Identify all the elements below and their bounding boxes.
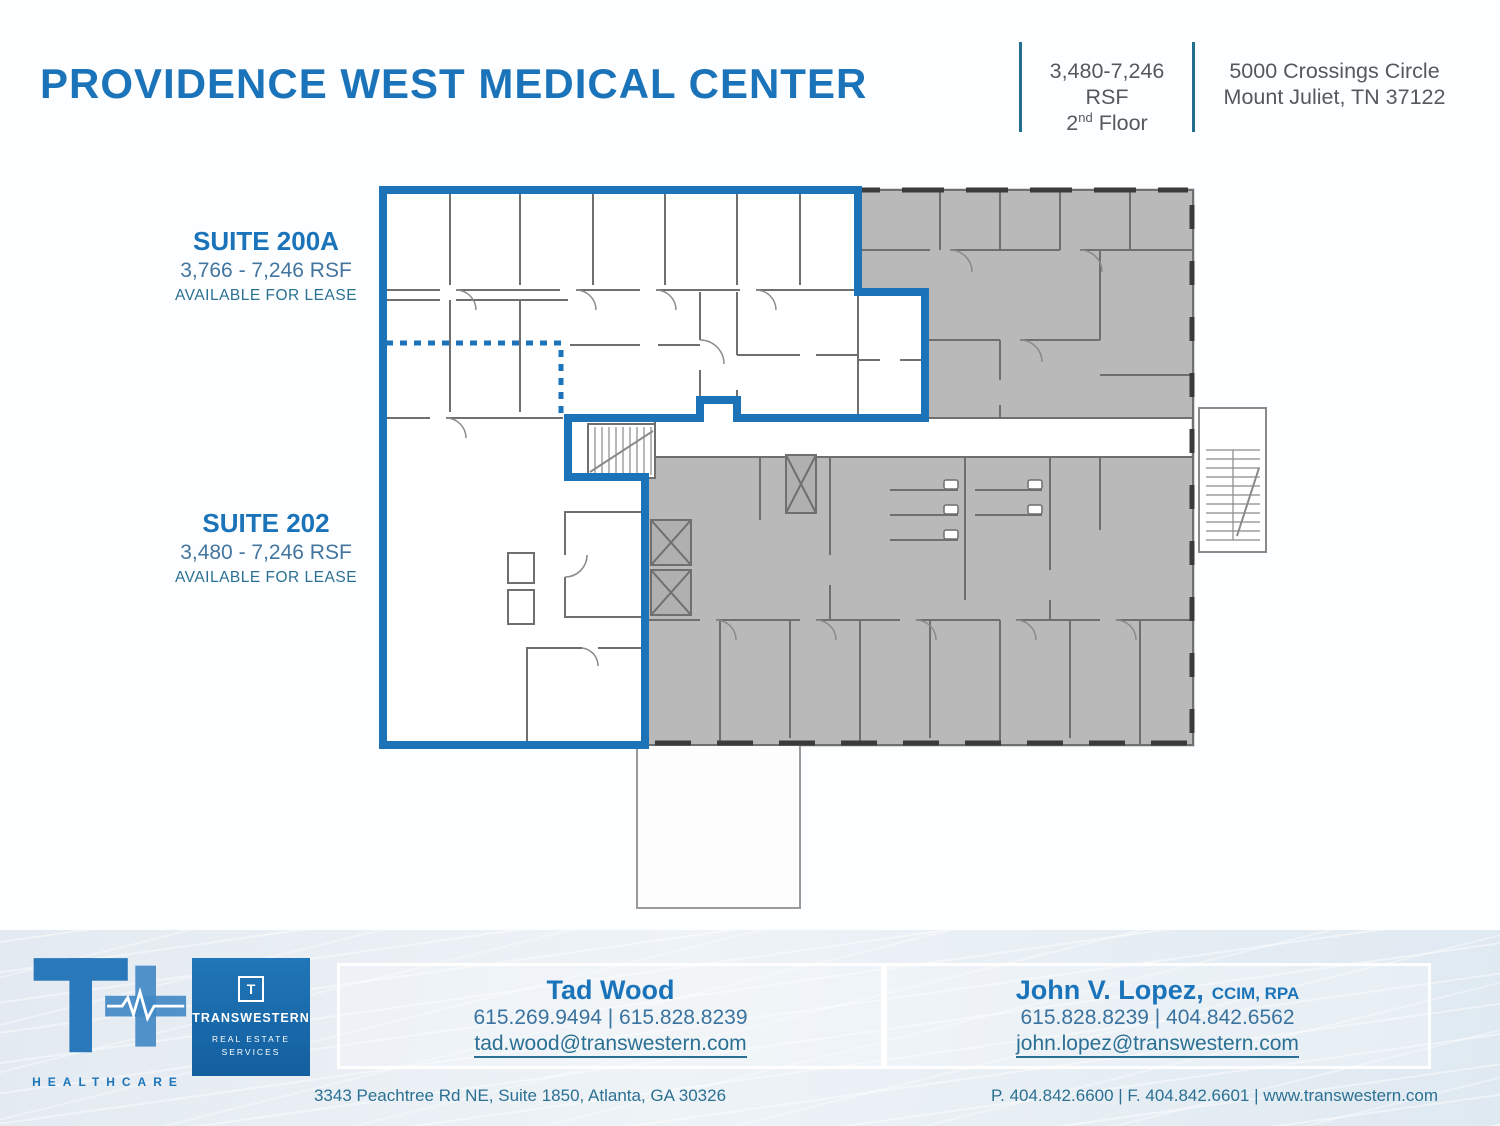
suite-status: AVAILABLE FOR LEASE	[174, 569, 358, 586]
header-divider	[1192, 42, 1195, 132]
right-stairwell	[1199, 408, 1266, 552]
suite-rsf: 3,766 - 7,246 RSF	[180, 259, 352, 282]
contact-card-tad-wood	[337, 963, 884, 1069]
healthcare-wordmark: HEALTHCARE	[32, 1075, 184, 1089]
contact-name: Tad Wood	[546, 974, 675, 1005]
contact-cards	[337, 963, 1431, 1069]
contact-phones: 615.269.9494 | 615.828.8239	[473, 1005, 748, 1029]
contact-email-link[interactable]: john.lopez@transwestern.com	[1016, 1031, 1299, 1058]
floor-line: 2nd Floor	[1066, 110, 1148, 136]
header-address	[1212, 58, 1457, 110]
footer-band	[0, 930, 1500, 1126]
transwestern-wordmark: TRANSWESTERN	[192, 1010, 310, 1025]
contact-email-link[interactable]: tad.wood@transwestern.com	[474, 1031, 746, 1058]
suite-202-label	[146, 508, 386, 589]
suite-status: AVAILABLE FOR LEASE	[174, 287, 358, 304]
contact-name: John V. Lopez,	[1015, 974, 1204, 1005]
transwestern-tagline: REAL ESTATE SERVICES	[211, 1033, 291, 1057]
header-divider	[1019, 42, 1022, 132]
suite-name: SUITE 202	[202, 508, 330, 538]
header-size-floor	[1032, 58, 1182, 137]
lower-extension	[637, 745, 800, 908]
transwestern-healthcare-logo	[28, 952, 188, 1089]
address-line2: Mount Juliet, TN 37122	[1223, 85, 1446, 110]
suite-name: SUITE 200A	[193, 226, 339, 256]
contact-name-line	[1016, 975, 1300, 1005]
office-address: 3343 Peachtree Rd NE, Suite 1850, Atlanta, GA 30326	[313, 1086, 727, 1105]
page-title: PROVIDENCE WEST MEDICAL CENTER	[40, 60, 868, 107]
size-rsf: 3,480-7,246 RSF	[1049, 59, 1165, 110]
th-plus-heartbeat-icon	[28, 952, 188, 1064]
suite-rsf: 3,480 - 7,246 RSF	[180, 541, 352, 564]
floor-plan	[375, 180, 1280, 920]
transwestern-logo-box	[192, 958, 310, 1076]
core-stairwell	[588, 424, 655, 478]
address-line1: 5000 Crossings Circle	[1229, 59, 1440, 83]
contact-phones: 615.828.8239 | 404.842.6562	[1020, 1005, 1295, 1029]
contact-credentials: CCIM, RPA	[1211, 983, 1300, 1003]
contact-card-john-lopez	[884, 963, 1431, 1069]
office-phone-website[interactable]: P. 404.842.6600 | F. 404.842.6601 | www.transwestern.com	[990, 1086, 1438, 1105]
leased-area-south	[648, 457, 1193, 745]
suite-200a-label	[146, 226, 386, 307]
transwestern-t-icon: T	[238, 976, 264, 1002]
